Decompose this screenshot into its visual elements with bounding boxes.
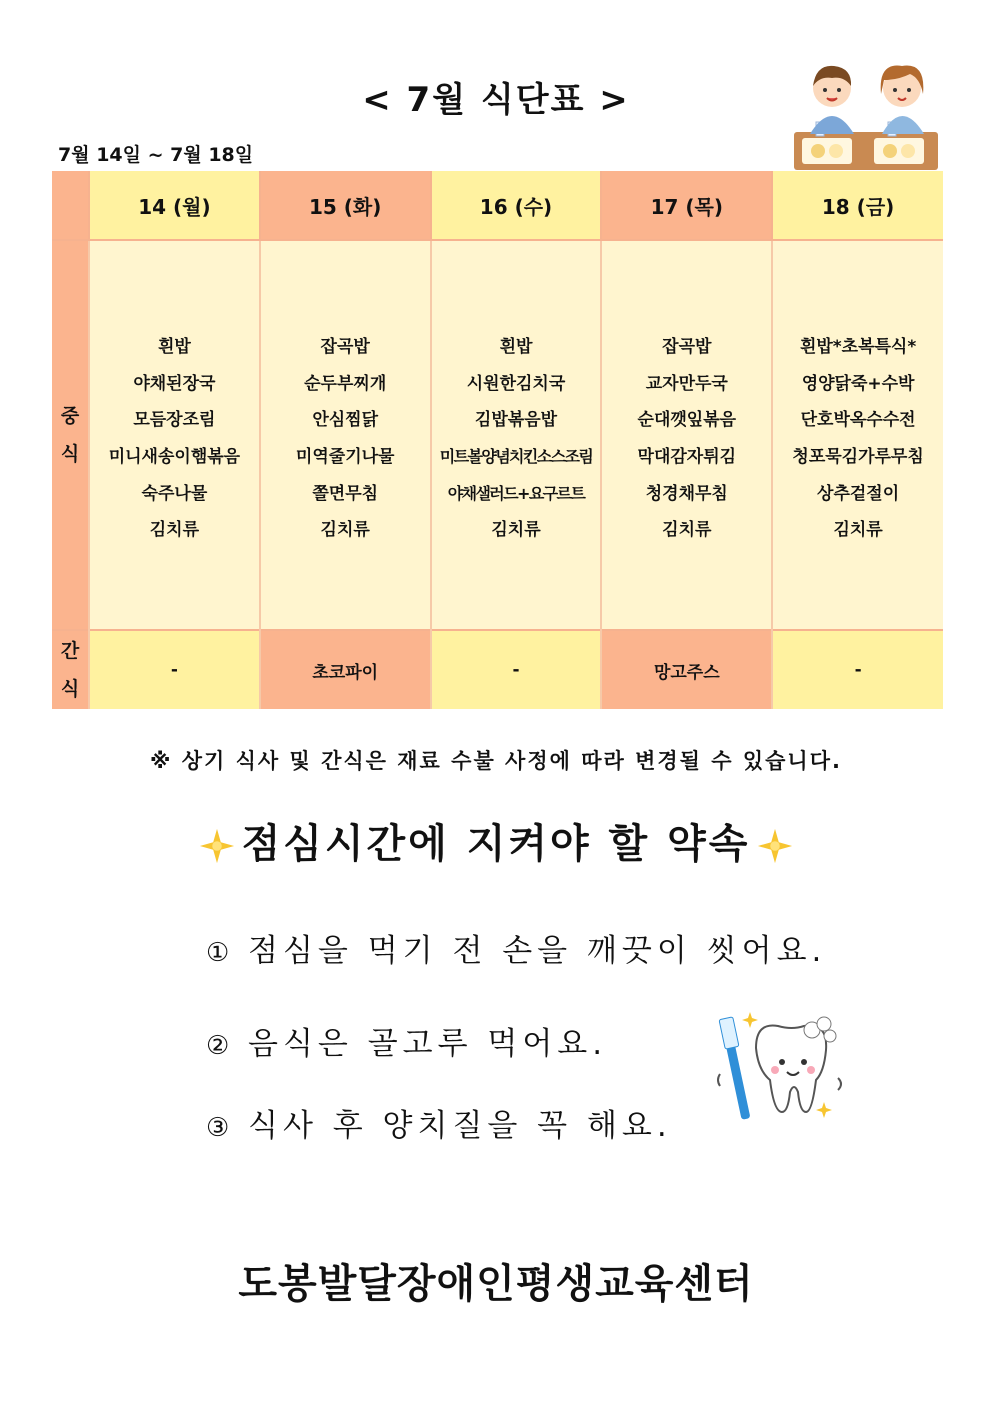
menu-item: 흰밥 (157, 337, 191, 358)
menu-item: 흰밥*초복특식* (799, 337, 917, 358)
menu-table (52, 171, 943, 709)
date-range: 7월 14일 ~ 7월 18일 (58, 144, 254, 166)
menu-item: 단호박옥수수전 (800, 410, 916, 431)
lunch-row (52, 240, 943, 630)
menu-item: 막대감자튀김 (637, 447, 737, 467)
day-header-mon: 14 (월) (89, 171, 260, 240)
day-header-fri: 18 (금) (772, 171, 943, 240)
rules-heading (0, 812, 992, 869)
menu-item: 미트볼양념치킨소스조림 (439, 447, 593, 466)
menu-item: 야채샐러드+요구르트 (447, 483, 585, 503)
menu-item: 김치류 (833, 520, 883, 541)
lunch-cell-thu (601, 240, 772, 630)
menu-item: 청경채무침 (645, 483, 728, 504)
menu-item: 교자만두국 (645, 373, 728, 394)
header-corner (52, 171, 89, 240)
menu-item: 김치류 (320, 520, 370, 541)
menu-item: 순두부찌개 (304, 373, 387, 394)
snack-row (52, 630, 943, 709)
menu-item: 모듬장조림 (133, 410, 216, 431)
menu-item: 김치류 (149, 520, 200, 541)
rule-item-2: ② 음식은 골고루 먹어요. (206, 1026, 608, 1062)
rule-item-3: ③ 식사 후 양치질을 꼭 해요. (206, 1108, 672, 1144)
sparkle-star-icon (198, 827, 236, 865)
menu-item: 김치류 (491, 520, 541, 541)
menu-item: 쫄면무침 (312, 483, 379, 504)
kids-eating-illustration (790, 58, 940, 172)
snack-cell-tue: 초코파이 (260, 630, 431, 709)
snack-cell-mon: - (89, 630, 260, 709)
menu-item: 잡곡밥 (662, 337, 712, 358)
day-header-wed: 16 (수) (431, 171, 602, 240)
lunch-cell-wed (431, 240, 602, 630)
center-name: 도봉발달장애인평생교육센터 (238, 1261, 754, 1307)
page-title: < 7월 식단표 > (362, 80, 630, 120)
header-row (52, 171, 943, 240)
menu-item: 숙주나물 (141, 483, 208, 504)
menu-item: 잡곡밥 (320, 337, 370, 358)
menu-item: 영양닭죽+수박 (801, 373, 915, 394)
menu-item: 흰밥 (499, 337, 533, 358)
menu-item: 김치류 (662, 520, 712, 541)
lunch-cell-fri (772, 240, 943, 630)
snack-cell-thu: 망고주스 (601, 630, 772, 709)
tooth-toothbrush-icon (712, 1008, 848, 1126)
menu-item: 시원한김치국 (466, 373, 566, 394)
lunch-row-label: 중 식 (52, 240, 89, 630)
day-header-thu: 17 (목) (601, 171, 772, 240)
menu-item: 청포묵김가루무침 (792, 447, 924, 467)
notice-text: ※ 상기 식사 및 간식은 재료 수불 사정에 따라 변경될 수 있습니다. (150, 749, 842, 773)
lunch-cell-tue (260, 240, 431, 630)
menu-item: 김밥볶음밥 (474, 410, 558, 431)
menu-item: 야채된장국 (133, 373, 216, 394)
snack-row-label: 간 식 (52, 630, 89, 709)
menu-item: 순대깻잎볶음 (637, 410, 737, 431)
menu-item: 미니새송이햄볶음 (108, 447, 241, 467)
rule-item-1: ① 점심을 먹기 전 손을 깨끗이 씻어요. (206, 933, 827, 969)
menu-item: 안심찜닭 (312, 410, 379, 431)
lunch-cell-mon (89, 240, 260, 630)
menu-item: 미역줄기나물 (295, 447, 395, 467)
day-header-tue: 15 (화) (260, 171, 431, 240)
sparkle-star-icon (756, 827, 794, 865)
rules-title-text: 점심시간에 지켜야 할 약속 (241, 821, 751, 867)
snack-cell-fri: - (772, 630, 943, 709)
menu-item: 상추겉절이 (817, 483, 900, 504)
snack-cell-wed: - (431, 630, 602, 709)
